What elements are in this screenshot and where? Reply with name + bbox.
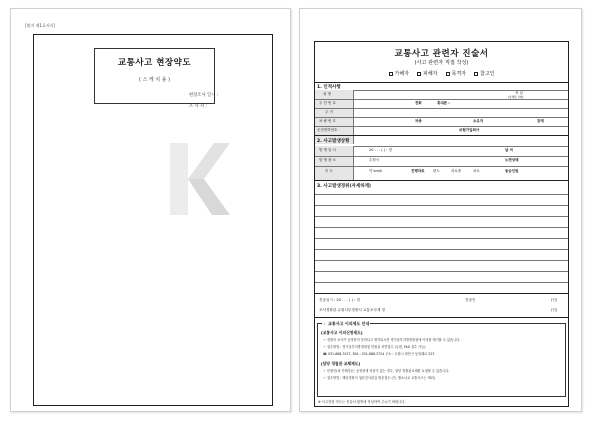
divider — [315, 126, 568, 127]
role-witness[interactable]: 목격자 — [446, 70, 467, 77]
divider — [315, 99, 568, 100]
surveyor-label: 조 사 자 : — [189, 104, 207, 109]
ruled-line — [315, 194, 568, 195]
weather-label: 날 씨 — [505, 148, 513, 152]
notice-head-objection: [교통사고 이의신청제도] — [321, 330, 363, 335]
lane-no: 차로중 — [451, 169, 462, 173]
ruled-line — [315, 260, 568, 261]
divider — [315, 135, 568, 136]
statement-title: 교통사고 관련자 진술서 — [394, 49, 489, 59]
job-note: (상세히 기재) — [508, 96, 524, 99]
job-label: 직 업 — [515, 91, 523, 95]
sketch-page — [10, 8, 291, 412]
divider — [315, 117, 568, 118]
vehicle-no-label: 차 량 번 호 — [319, 119, 336, 123]
notice-line: ☎ 031-888-3157, FAX : 031-888-3724 주소 : 수원시 장안구 동말래로 223 — [323, 352, 435, 356]
statement-seal: (인) — [551, 298, 558, 302]
section3-heading: 3. 사고발생경위(자세하게) — [317, 184, 371, 189]
name-label: 성 명 — [323, 92, 331, 96]
speed-label: 속 도 — [325, 169, 333, 173]
role-checkboxes — [315, 70, 568, 77]
address-label: 주 거 — [325, 110, 333, 114]
divider — [315, 108, 568, 109]
ruled-line — [315, 271, 568, 272]
ruled-line — [315, 216, 568, 217]
notice-title: ☞ 교통사고 이의제도 안내 — [323, 321, 370, 326]
ruled-line — [315, 227, 568, 228]
divider — [315, 293, 568, 294]
ruled-line — [315, 205, 568, 206]
notice-line: ☞ 접수방법 : 경기남부지방경찰청 민원실 서면접수 (우편, FAX 접수 가능) — [323, 345, 426, 349]
notice-line: ☞ 민원인(피·가해자)는 공정성에 의심이 있는 경우, 담당 경찰관교체를 요청할 수 있습니다. — [323, 369, 450, 373]
divider — [315, 317, 568, 318]
notice-head-officer: [담당 경찰관 교체제도] — [321, 361, 361, 366]
statement-frame — [314, 41, 569, 407]
lanes-label: 진행차로 — [411, 169, 425, 173]
phone-label: 전화 — [415, 101, 422, 105]
ruled-line — [315, 282, 568, 283]
checkbox-icon[interactable] — [417, 72, 421, 76]
occurrence-date-label: 발 생 일 시 — [319, 148, 336, 152]
sketch-subtitle: ( 스 케 치 용 ) — [138, 77, 171, 83]
divider — [315, 156, 568, 157]
owner-label: 소유자 — [473, 119, 484, 123]
role-reference[interactable]: 참고인 — [474, 70, 495, 77]
statement-page — [299, 8, 582, 412]
lane-unit: 편도 — [433, 169, 440, 173]
insurance-label: 보험가입회사 — [459, 128, 480, 132]
statement-date: 진술일시 : 20 . . . ( ) : 경 — [319, 298, 360, 302]
road-state-label: 노면상태 — [505, 158, 519, 162]
checkbox-icon[interactable] — [446, 72, 450, 76]
section2-heading: 2. 사고발생상황 — [317, 139, 350, 144]
notice-line: ☞ 경찰서 조사가 공정하지 못하다고 생각되시면 경기남부지방경찰청에 이의를 제기할 수 있습니다. — [323, 338, 461, 342]
ruled-line — [315, 249, 568, 250]
divider — [315, 166, 568, 167]
relation-label: 관계 — [537, 119, 544, 123]
divider — [315, 180, 568, 181]
footnote: ※ 사고현장 약도는 진술서 뒷면에 작성하여 주시기 바랍니다. — [318, 400, 406, 404]
sketch-frame — [33, 34, 273, 406]
objection-notice-box — [317, 323, 566, 397]
survey-date-label: 현장조사 일시 : — [189, 93, 219, 98]
investigator-seal: (인) — [551, 308, 558, 312]
role-victim[interactable]: 피해자 — [417, 70, 438, 77]
vehicle-type-label: 차종 — [415, 119, 422, 123]
form-number: [별지 제1호서식] — [25, 23, 56, 28]
resident-no-label: 주 민 번 호 — [319, 101, 336, 105]
lane-unit-2: 차로 — [473, 169, 480, 173]
occurrence-date-value: 20 . . . ( ) : 경 — [369, 148, 392, 152]
ruled-line — [315, 238, 568, 239]
license-no-label: 운전면허번호 — [317, 128, 338, 132]
checkbox-icon[interactable] — [389, 72, 393, 76]
passengers-label: 동승인원 — [505, 169, 519, 173]
occurrence-place-value: 수원시 — [369, 158, 380, 162]
sketch-title: 교통사고 현장약도 — [117, 58, 192, 68]
statement-subtitle: (사고 관련자 직접 작성) — [414, 60, 469, 66]
notice-line: ☞ 접수방법 : 해당경찰서 청문감사관실 방문접수 (단, 행소나교 교통사고는 제외) — [323, 376, 436, 380]
divider — [353, 146, 354, 180]
divider — [315, 82, 568, 83]
mobile-label: 휴대폰 : — [437, 101, 450, 105]
speed-value: 약 km/h — [369, 169, 383, 173]
investigator: 조사경찰관 수원서부경찰서 교통조사계 경 — [319, 308, 385, 312]
checkbox-icon[interactable] — [474, 72, 478, 76]
watermark-k-logo — [170, 143, 230, 215]
occurrence-place-label: 발 생 장 소 — [319, 158, 336, 162]
role-offender[interactable]: 가해자 — [389, 70, 410, 77]
statement-person: 진술인 — [465, 298, 476, 302]
section1-heading: 1. 인적사항 — [317, 85, 341, 90]
